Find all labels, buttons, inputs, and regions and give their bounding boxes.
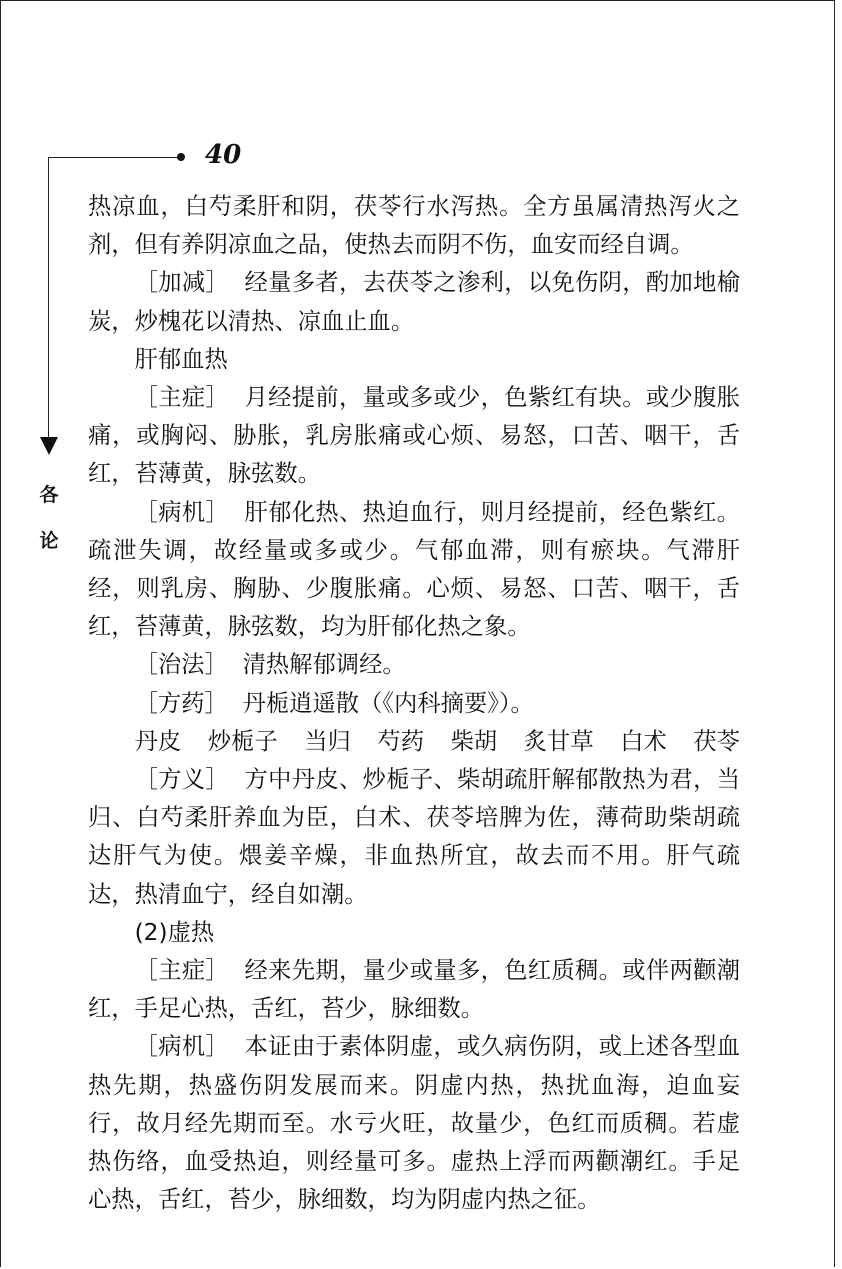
herb-item: 当归 [304, 727, 351, 755]
paragraph: ［加减］ 经量多者，去茯苓之渗利，以免伤阴，酌加地榆炭，炒槐花以清热、凉血止血。 [88, 269, 741, 335]
herb-item: 茯苓 [693, 727, 740, 755]
header-dot-icon [177, 153, 185, 161]
paragraph: ［主症］ 经来先期，量少或量多，色红质稠。或伴两颧潮红，手足心热，舌红，苔少，脉细数。 [88, 957, 741, 1023]
paragraph: ［方药］ 丹栀逍遥散（《内科摘要》）。 [134, 689, 534, 717]
side-label-section: 各 [39, 484, 59, 506]
paragraph: 热凉血，白芍柔肝和阴，茯苓行水泻热。全方虽属清热泻火之剂，但有养阴凉血之品，使热去而阴不伤，血安而经自调。 [88, 193, 740, 259]
arrow-down-icon [40, 437, 58, 455]
herb-item: 炒栀子 [207, 727, 278, 755]
paragraph: ［病机］ 肝郁化热、热迫血行，则月经提前，经色紫红。疏泄失调，故经量或多或少。气郁血滞，则有瘀块。气滞肝经，则乳房、胸胁、少腹胀痛。心烦、易怒、口苦、咽干，舌红，苔薄黄，脉弦数，均为肝郁化热之象。 [88, 498, 741, 641]
section-tag: ［病机］ [134, 1033, 230, 1061]
side-label-section: 论 [39, 530, 59, 552]
section-tag: ［方义］ [134, 766, 230, 794]
herb-list [88, 723, 740, 761]
side-rule [48, 157, 49, 439]
herb-item: 柴胡 [450, 727, 498, 755]
paragraph: ［病机］ 本证由于素体阴虚，或久病伤阴，或上述各型血热先期，热盛伤阴发展而来。阴虚内热，热扰血海，迫血妄行，故月经先期而至。水亏火旺，故量少，色红而质稠。若虚热伤络，血受热迫，则经量可多。虚热上浮而两颧潮红。手足心热，舌红，苔少，脉细数，均为阴虚内热之征。 [88, 1033, 741, 1214]
section-tag: ［加减］ [134, 269, 230, 297]
paragraph: ［主症］ 月经提前，量或多或少，色紫红有块。或少腹胀痛，或胸闷、胁胀，乳房胀痛或心烦、易怒，口苦、咽干，舌红，苔薄黄，脉弦数。 [88, 384, 741, 488]
herb-item: 白术 [620, 727, 667, 755]
paragraph: ［治法］ 清热解郁调经。 [134, 651, 406, 679]
page-number: 40 [205, 140, 242, 170]
subsection-heading: (2)虚热 [134, 918, 215, 946]
paragraph: ［方义］ 方中丹皮、炒栀子、柴胡疏肝解郁散热为君，当归、白芍柔肝养血为臣，白术、茯苓培脾为佐，薄荷助柴胡疏达肝气为使。煨姜辛燥，非血热所宜，故去而不用。肝气疏达，热清血宁，经自如潮。 [88, 766, 741, 908]
header-rule [48, 157, 178, 158]
section-tag: ［治法］ [134, 651, 228, 679]
section-tag: ［主症］ [134, 957, 230, 985]
subsection-heading: 肝郁血热 [134, 345, 228, 373]
herb-item: 芍药 [377, 727, 424, 755]
section-tag: ［病机］ [134, 498, 230, 526]
herb-item: 炙甘草 [523, 727, 594, 755]
body-text [88, 188, 740, 1219]
herb-item: 丹皮 [134, 727, 182, 755]
section-tag: ［主症］ [134, 384, 230, 412]
section-tag: ［方药］ [134, 689, 228, 717]
